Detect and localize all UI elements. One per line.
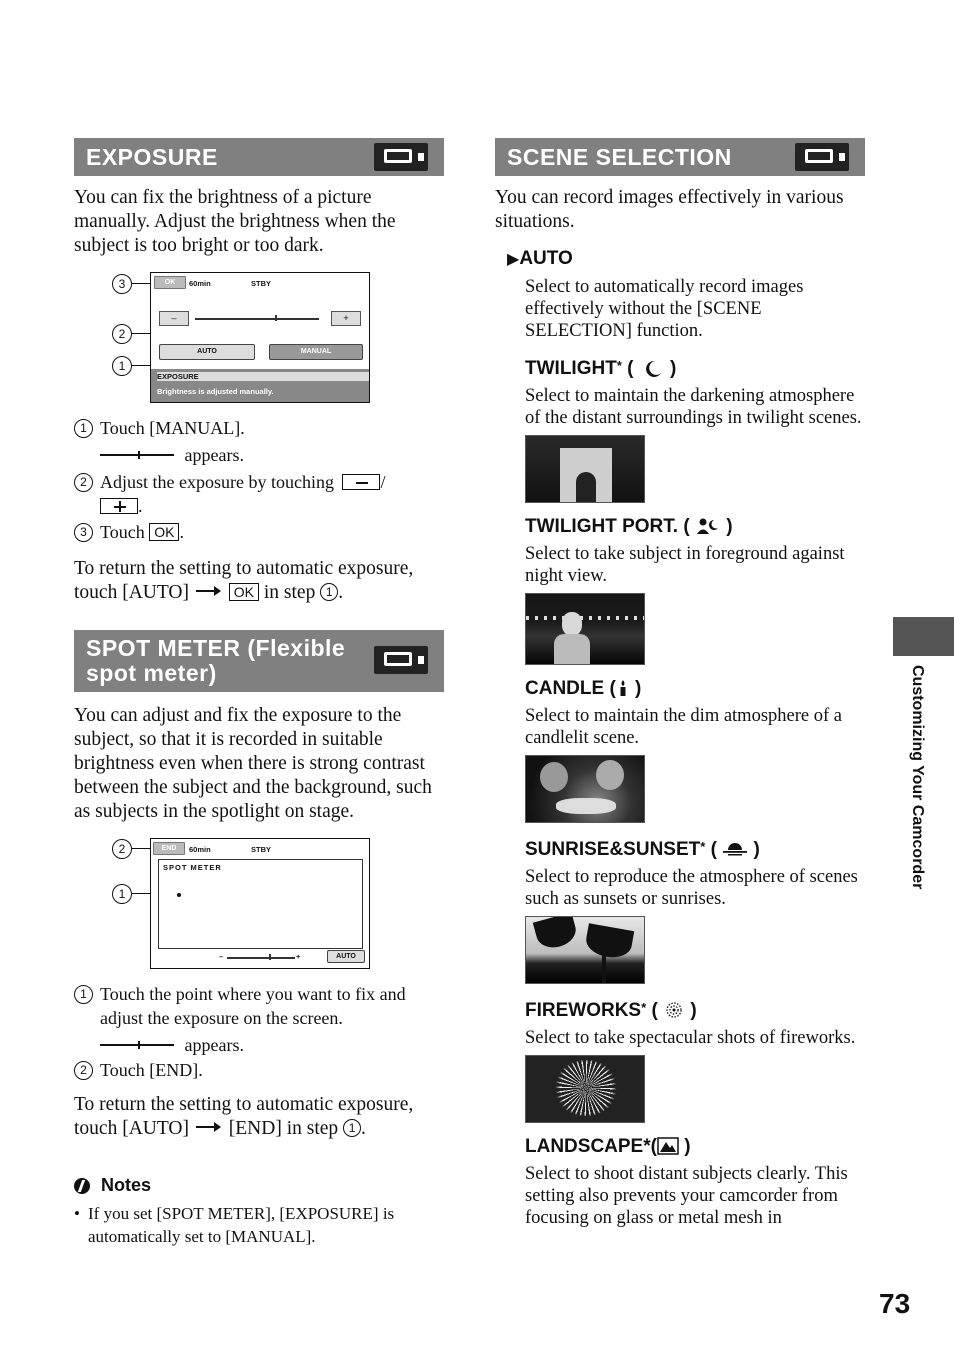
body-shape bbox=[554, 634, 590, 664]
spot-step-1 bbox=[74, 982, 444, 1030]
return-text-a: To return the setting to automatic exposure, touch [AUTO] bbox=[74, 558, 414, 603]
star: * bbox=[641, 1000, 647, 1015]
option-desc: Select to maintain the dim atmosphere of a candlelit scene. bbox=[525, 706, 842, 748]
return-text-a: To return the setting to automatic exposure, touch [AUTO] bbox=[74, 1094, 414, 1139]
option-desc: Select to maintain the darkening atmosphere of the distant surroundings in twilight scenes. bbox=[525, 386, 862, 428]
option-name: SUNRISE&SUNSET bbox=[525, 839, 701, 860]
chapter-label: Customizing Your Camcorder bbox=[909, 665, 926, 890]
spot-step-1-note bbox=[74, 1033, 444, 1057]
option-desc: Select to automatically record images effectively without the [SCENE SELECTION] function. bbox=[525, 277, 804, 341]
star: * bbox=[616, 358, 622, 373]
exposure-slider-mark bbox=[275, 315, 277, 321]
step-text: Touch [END]. bbox=[100, 1060, 203, 1080]
separator: / bbox=[380, 472, 386, 492]
option-heading bbox=[525, 354, 865, 381]
notes-heading bbox=[74, 1175, 444, 1196]
notes-icon bbox=[74, 1178, 90, 1194]
spot-slider bbox=[227, 957, 295, 959]
option-name: TWILIGHT PORT. ( bbox=[525, 516, 690, 537]
period: . bbox=[338, 582, 344, 603]
step-number: 2 bbox=[74, 473, 93, 492]
exposure-plus-button[interactable]: + bbox=[331, 311, 361, 326]
paren: ) bbox=[629, 678, 642, 699]
exposure-heading bbox=[74, 138, 444, 176]
period: . bbox=[138, 496, 143, 516]
face-shape bbox=[540, 762, 568, 792]
step-number: 3 bbox=[74, 523, 93, 542]
auto-button[interactable]: AUTO bbox=[327, 950, 365, 963]
spot-meter-heading bbox=[74, 630, 444, 692]
scene-intro: You can record images effectively in various situations. bbox=[495, 187, 844, 232]
paren: ) bbox=[664, 358, 677, 379]
scene-option-auto bbox=[495, 247, 865, 342]
step-number: 1 bbox=[343, 1119, 361, 1137]
plus-button-icon bbox=[100, 498, 138, 514]
callout-2: 2 bbox=[112, 839, 132, 859]
return-text-b: [END] in step bbox=[228, 1118, 339, 1139]
minus-button-icon bbox=[342, 474, 380, 490]
arrow-right-icon bbox=[196, 1122, 222, 1132]
arch-shape bbox=[560, 448, 612, 502]
scene-option-twilight-port bbox=[495, 515, 865, 665]
spot-meter-frame[interactable] bbox=[158, 859, 363, 949]
spot-meter-title-line1: SPOT METER (Flexible bbox=[86, 635, 346, 661]
ok-icon: OK bbox=[229, 583, 259, 601]
exposure-step-3 bbox=[74, 520, 444, 544]
option-name: FIREWORKS bbox=[525, 1000, 642, 1021]
option-name: LANDSCAPE bbox=[525, 1136, 644, 1157]
period: . bbox=[179, 522, 184, 542]
option-heading bbox=[525, 515, 865, 539]
scene-option-sunrise-sunset bbox=[495, 835, 865, 984]
return-text-b: in step bbox=[263, 582, 316, 603]
star: * bbox=[700, 839, 706, 854]
camcorder-mode-icon bbox=[795, 143, 849, 171]
option-heading bbox=[525, 835, 865, 862]
status-readout: STBY bbox=[251, 279, 272, 288]
twilight-portrait-sample-photo bbox=[525, 593, 645, 665]
spot-plus: + bbox=[296, 952, 301, 961]
option-name: CANDLE ( bbox=[525, 678, 616, 699]
candle-sample-photo bbox=[525, 755, 645, 823]
option-name: TWILIGHT bbox=[525, 358, 617, 379]
palm-shape bbox=[584, 923, 635, 961]
option-desc: Select to reproduce the atmosphere of scenes such as sunsets or sunrises. bbox=[525, 867, 858, 909]
exposure-lcd-screen bbox=[150, 272, 370, 403]
auto-button[interactable]: AUTO bbox=[159, 344, 255, 360]
spot-minus: – bbox=[219, 952, 224, 961]
period: . bbox=[361, 1118, 366, 1139]
battery-readout: 60min bbox=[189, 279, 211, 288]
spot-return-text bbox=[74, 1093, 444, 1141]
scene-selection-heading bbox=[495, 138, 865, 176]
city-lights bbox=[526, 616, 644, 620]
moon-icon bbox=[639, 359, 665, 377]
exposure-step-1-note bbox=[74, 443, 444, 467]
exposure-slider[interactable] bbox=[195, 318, 319, 320]
scene-option-fireworks bbox=[495, 996, 865, 1123]
left-column bbox=[74, 138, 444, 1248]
exposure-intro: You can fix the brightness of a picture manually. Adjust the brightness when the subject is too bright or too dark. bbox=[74, 187, 396, 256]
ok-icon: OK bbox=[149, 523, 179, 541]
camcorder-mode-icon bbox=[374, 646, 428, 674]
option-desc: Select to take spectacular shots of fireworks. bbox=[525, 1028, 856, 1048]
landscape-icon bbox=[657, 1137, 679, 1155]
spot-point bbox=[177, 893, 181, 897]
status-readout: STBY bbox=[251, 845, 272, 854]
step-number: 1 bbox=[74, 985, 93, 1004]
paren: ( bbox=[646, 1000, 658, 1021]
twilight-sample-photo bbox=[525, 435, 645, 503]
portrait-night-icon bbox=[695, 517, 721, 535]
fireworks-icon bbox=[663, 1001, 685, 1019]
spot-slider-mark bbox=[269, 954, 271, 960]
sunset-icon bbox=[722, 840, 748, 858]
exposure-info-bar bbox=[151, 369, 369, 402]
exposure-bar-icon bbox=[100, 1041, 174, 1049]
ok-button[interactable]: OK bbox=[154, 276, 186, 289]
paren: ( bbox=[705, 839, 717, 860]
option-desc: Select to shoot distant subjects clearly. This setting also prevents your camcorder from focusing on glass or metal mesh in bbox=[525, 1164, 848, 1228]
scene-option-twilight bbox=[495, 354, 865, 503]
page-number: 73 bbox=[879, 1288, 911, 1319]
step-text: Touch [MANUAL]. bbox=[100, 418, 245, 438]
right-column bbox=[495, 138, 865, 1229]
face-shape bbox=[562, 612, 582, 636]
step-text: Touch bbox=[100, 522, 145, 542]
scene-option-landscape bbox=[495, 1135, 865, 1229]
exposure-step-1 bbox=[74, 416, 444, 440]
default-marker-icon: ▶ bbox=[507, 251, 520, 268]
exposure-return-text bbox=[74, 557, 444, 605]
callout-2: 2 bbox=[112, 324, 132, 344]
callout-3: 3 bbox=[112, 274, 132, 294]
candle-icon bbox=[616, 679, 630, 697]
paren: ( bbox=[621, 358, 634, 379]
fireworks-sample-photo bbox=[525, 1055, 645, 1123]
paren: ) bbox=[685, 1000, 697, 1021]
spot-step-2 bbox=[74, 1058, 444, 1082]
exposure-screen-figure bbox=[74, 272, 444, 404]
exposure-screen-hint: Brightness is adjusted manually. bbox=[157, 387, 274, 396]
spot-meter-screen-figure bbox=[74, 838, 444, 970]
camcorder-mode-icon bbox=[374, 143, 428, 171]
step-text: appears. bbox=[184, 445, 244, 465]
step-text: appears. bbox=[184, 1035, 244, 1055]
battery-readout: 60min bbox=[189, 845, 211, 854]
spot-meter-lcd-screen bbox=[150, 838, 370, 969]
chapter-tab bbox=[893, 617, 954, 656]
spot-meter-label: SPOT METER bbox=[163, 863, 222, 872]
end-button[interactable]: END bbox=[153, 842, 185, 855]
spot-meter-intro: You can adjust and fix the exposure to the subject, so that it is recorded in suitable brightness even when there is strong contrast between the subject and the background, such as subjects in the spotlight on stage. bbox=[74, 705, 432, 822]
palm-shape bbox=[533, 916, 579, 952]
paren: *( bbox=[643, 1136, 657, 1157]
step-text: Touch the point where you want to fix and adjust the exposure on the screen. bbox=[100, 984, 406, 1028]
exposure-screen-label: EXPOSURE bbox=[157, 372, 369, 381]
burst-shape bbox=[554, 1060, 618, 1116]
callout-1: 1 bbox=[112, 356, 132, 376]
note-item: • If you set [SPOT METER], [EXPOSURE] is automatically set to [MANUAL]. bbox=[74, 1202, 444, 1248]
option-desc: Select to take subject in foreground against night view. bbox=[525, 544, 845, 586]
exposure-bar-icon bbox=[100, 451, 174, 459]
paren: ) bbox=[748, 839, 760, 860]
scene-selection-title: SCENE SELECTION bbox=[507, 144, 732, 170]
sunset-sample-photo bbox=[525, 916, 645, 984]
option-heading bbox=[525, 677, 865, 701]
step-number: 1 bbox=[74, 419, 93, 438]
option-heading bbox=[525, 996, 865, 1023]
step-number: 2 bbox=[74, 1061, 93, 1080]
step-number: 1 bbox=[320, 583, 338, 601]
option-heading bbox=[507, 247, 865, 272]
exposure-step-2 bbox=[74, 470, 444, 518]
callout-1: 1 bbox=[112, 884, 132, 904]
spot-meter-title-line2: spot meter) bbox=[86, 660, 217, 686]
cake-shape bbox=[556, 798, 616, 814]
paren: ) bbox=[678, 1136, 691, 1157]
face-shape bbox=[596, 760, 624, 790]
step-text: Adjust the exposure by touching bbox=[100, 472, 334, 492]
exposure-minus-button[interactable]: – bbox=[159, 311, 189, 326]
exposure-title: EXPOSURE bbox=[86, 144, 218, 170]
trunk-shape bbox=[602, 947, 606, 984]
notes-title: Notes bbox=[101, 1175, 152, 1195]
option-heading bbox=[525, 1135, 865, 1159]
paren: ) bbox=[720, 516, 733, 537]
scene-option-candle bbox=[495, 677, 865, 823]
option-name: AUTO bbox=[519, 248, 573, 269]
arrow-right-icon bbox=[196, 586, 222, 596]
manual-button[interactable]: MANUAL bbox=[269, 344, 363, 360]
